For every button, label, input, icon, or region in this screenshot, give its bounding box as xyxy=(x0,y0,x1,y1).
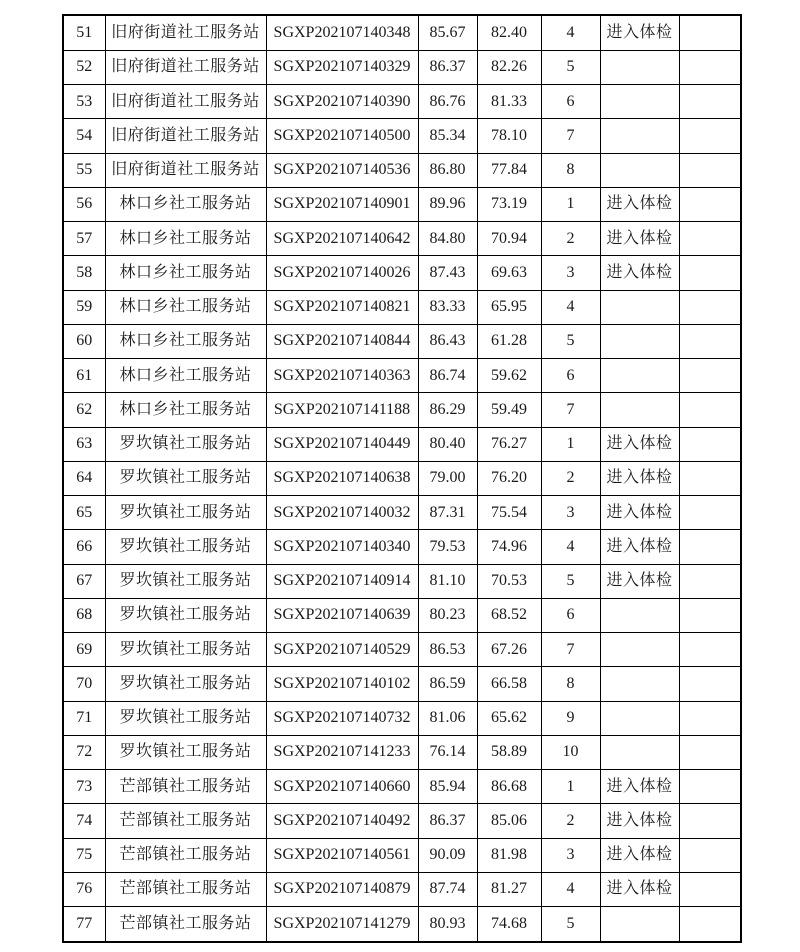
row-number-cell: 57 xyxy=(63,222,105,256)
table-row xyxy=(63,85,741,119)
row-number-cell: 73 xyxy=(63,770,105,804)
rank-cell: 9 xyxy=(541,701,600,735)
score-2-cell: 81.27 xyxy=(477,872,541,906)
score-2-cell: 65.95 xyxy=(477,290,541,324)
score-2-cell: 82.26 xyxy=(477,50,541,84)
table-row xyxy=(63,701,741,735)
result-status-cell: 进入体检 xyxy=(600,530,679,564)
row-number-cell: 66 xyxy=(63,530,105,564)
result-status-cell xyxy=(600,393,679,427)
remark-cell xyxy=(679,633,741,667)
remark-cell xyxy=(679,187,741,221)
result-status-cell xyxy=(600,50,679,84)
result-status-cell xyxy=(600,153,679,187)
result-status-cell: 进入体检 xyxy=(600,256,679,290)
score-1-cell: 86.76 xyxy=(418,85,477,119)
score-1-cell: 85.94 xyxy=(418,770,477,804)
remark-cell xyxy=(679,564,741,598)
remark-cell xyxy=(679,256,741,290)
row-number-cell: 74 xyxy=(63,804,105,838)
station-name-cell: 罗坎镇社工服务站 xyxy=(105,667,266,701)
rank-cell: 2 xyxy=(541,222,600,256)
station-name-cell: 罗坎镇社工服务站 xyxy=(105,701,266,735)
remark-cell xyxy=(679,770,741,804)
score-1-cell: 81.10 xyxy=(418,564,477,598)
remark-cell xyxy=(679,461,741,495)
row-number-cell: 52 xyxy=(63,50,105,84)
table-row xyxy=(63,872,741,906)
remark-cell xyxy=(679,324,741,358)
candidate-code-cell: SGXP202107141188 xyxy=(266,393,418,427)
score-1-cell: 89.96 xyxy=(418,187,477,221)
table-row xyxy=(63,290,741,324)
candidate-code-cell: SGXP202107140348 xyxy=(266,15,418,50)
station-name-cell: 芒部镇社工服务站 xyxy=(105,907,266,942)
score-1-cell: 86.37 xyxy=(418,50,477,84)
score-1-cell: 86.53 xyxy=(418,633,477,667)
row-number-cell: 63 xyxy=(63,427,105,461)
remark-cell xyxy=(679,598,741,632)
score-1-cell: 79.00 xyxy=(418,461,477,495)
remark-cell xyxy=(679,872,741,906)
candidate-code-cell: SGXP202107140500 xyxy=(266,119,418,153)
score-2-cell: 67.26 xyxy=(477,633,541,667)
station-name-cell: 芒部镇社工服务站 xyxy=(105,770,266,804)
row-number-cell: 51 xyxy=(63,15,105,50)
score-2-cell: 82.40 xyxy=(477,15,541,50)
rank-cell: 7 xyxy=(541,119,600,153)
rank-cell: 3 xyxy=(541,496,600,530)
station-name-cell: 林口乡社工服务站 xyxy=(105,393,266,427)
result-status-cell: 进入体检 xyxy=(600,804,679,838)
rank-cell: 5 xyxy=(541,324,600,358)
row-number-cell: 61 xyxy=(63,359,105,393)
score-1-cell: 86.59 xyxy=(418,667,477,701)
score-2-cell: 61.28 xyxy=(477,324,541,358)
station-name-cell: 林口乡社工服务站 xyxy=(105,359,266,393)
candidate-code-cell: SGXP202107140639 xyxy=(266,598,418,632)
table-row xyxy=(63,359,741,393)
candidate-code-cell: SGXP202107140660 xyxy=(266,770,418,804)
result-status-cell: 进入体检 xyxy=(600,564,679,598)
candidate-code-cell: SGXP202107140329 xyxy=(266,50,418,84)
score-2-cell: 76.27 xyxy=(477,427,541,461)
table-row xyxy=(63,461,741,495)
candidate-code-cell: SGXP202107140561 xyxy=(266,838,418,872)
rank-cell: 1 xyxy=(541,187,600,221)
table-row xyxy=(63,496,741,530)
result-status-cell xyxy=(600,907,679,942)
rank-cell: 7 xyxy=(541,393,600,427)
rank-cell: 6 xyxy=(541,598,600,632)
result-status-cell xyxy=(600,598,679,632)
station-name-cell: 罗坎镇社工服务站 xyxy=(105,461,266,495)
rank-cell: 1 xyxy=(541,427,600,461)
remark-cell xyxy=(679,838,741,872)
rank-cell: 8 xyxy=(541,153,600,187)
station-name-cell: 罗坎镇社工服务站 xyxy=(105,496,266,530)
score-1-cell: 85.34 xyxy=(418,119,477,153)
station-name-cell: 芒部镇社工服务站 xyxy=(105,804,266,838)
candidate-code-cell: SGXP202107140642 xyxy=(266,222,418,256)
station-name-cell: 林口乡社工服务站 xyxy=(105,256,266,290)
remark-cell xyxy=(679,804,741,838)
score-2-cell: 70.94 xyxy=(477,222,541,256)
candidate-code-cell: SGXP202107140102 xyxy=(266,667,418,701)
candidate-code-cell: SGXP202107140536 xyxy=(266,153,418,187)
result-status-cell: 进入体检 xyxy=(600,770,679,804)
row-number-cell: 67 xyxy=(63,564,105,598)
remark-cell xyxy=(679,85,741,119)
table-row xyxy=(63,50,741,84)
table-row xyxy=(63,222,741,256)
score-2-cell: 66.58 xyxy=(477,667,541,701)
table-row xyxy=(63,907,741,942)
score-1-cell: 86.74 xyxy=(418,359,477,393)
rank-cell: 5 xyxy=(541,50,600,84)
station-name-cell: 罗坎镇社工服务站 xyxy=(105,530,266,564)
result-status-cell xyxy=(600,667,679,701)
rank-cell: 3 xyxy=(541,838,600,872)
score-1-cell: 85.67 xyxy=(418,15,477,50)
score-1-cell: 86.80 xyxy=(418,153,477,187)
score-2-cell: 81.33 xyxy=(477,85,541,119)
score-2-cell: 85.06 xyxy=(477,804,541,838)
station-name-cell: 旧府街道社工服务站 xyxy=(105,15,266,50)
table-row xyxy=(63,735,741,769)
row-number-cell: 53 xyxy=(63,85,105,119)
result-status-cell: 进入体检 xyxy=(600,838,679,872)
candidate-code-cell: SGXP202107140340 xyxy=(266,530,418,564)
row-number-cell: 56 xyxy=(63,187,105,221)
table-row xyxy=(63,15,741,50)
candidate-code-cell: SGXP202107140390 xyxy=(266,85,418,119)
score-1-cell: 83.33 xyxy=(418,290,477,324)
remark-cell xyxy=(679,359,741,393)
row-number-cell: 58 xyxy=(63,256,105,290)
score-1-cell: 84.80 xyxy=(418,222,477,256)
result-status-cell: 进入体检 xyxy=(600,222,679,256)
row-number-cell: 62 xyxy=(63,393,105,427)
table-row xyxy=(63,598,741,632)
rank-cell: 4 xyxy=(541,15,600,50)
remark-cell xyxy=(679,393,741,427)
result-status-cell: 进入体检 xyxy=(600,427,679,461)
rank-cell: 2 xyxy=(541,461,600,495)
score-2-cell: 68.52 xyxy=(477,598,541,632)
rank-cell: 6 xyxy=(541,359,600,393)
score-1-cell: 81.06 xyxy=(418,701,477,735)
remark-cell xyxy=(679,153,741,187)
station-name-cell: 林口乡社工服务站 xyxy=(105,324,266,358)
rank-cell: 5 xyxy=(541,564,600,598)
row-number-cell: 75 xyxy=(63,838,105,872)
remark-cell xyxy=(679,290,741,324)
result-status-cell xyxy=(600,290,679,324)
score-1-cell: 80.40 xyxy=(418,427,477,461)
results-table-body xyxy=(63,15,741,942)
candidate-code-cell: SGXP202107140032 xyxy=(266,496,418,530)
candidate-code-cell: SGXP202107140879 xyxy=(266,872,418,906)
station-name-cell: 罗坎镇社工服务站 xyxy=(105,427,266,461)
station-name-cell: 旧府街道社工服务站 xyxy=(105,85,266,119)
station-name-cell: 罗坎镇社工服务站 xyxy=(105,598,266,632)
row-number-cell: 72 xyxy=(63,735,105,769)
candidate-code-cell: SGXP202107140492 xyxy=(266,804,418,838)
score-2-cell: 74.96 xyxy=(477,530,541,564)
score-2-cell: 76.20 xyxy=(477,461,541,495)
row-number-cell: 68 xyxy=(63,598,105,632)
row-number-cell: 71 xyxy=(63,701,105,735)
result-status-cell: 进入体检 xyxy=(600,461,679,495)
candidate-code-cell: SGXP202107140026 xyxy=(266,256,418,290)
score-1-cell: 86.43 xyxy=(418,324,477,358)
remark-cell xyxy=(679,119,741,153)
table-row xyxy=(63,564,741,598)
result-status-cell: 进入体检 xyxy=(600,496,679,530)
result-status-cell: 进入体检 xyxy=(600,187,679,221)
table-row xyxy=(63,187,741,221)
rank-cell: 4 xyxy=(541,530,600,564)
result-status-cell xyxy=(600,85,679,119)
score-2-cell: 86.68 xyxy=(477,770,541,804)
candidate-code-cell: SGXP202107140732 xyxy=(266,701,418,735)
table-row xyxy=(63,427,741,461)
table-row xyxy=(63,770,741,804)
result-status-cell xyxy=(600,701,679,735)
score-2-cell: 78.10 xyxy=(477,119,541,153)
table-row xyxy=(63,256,741,290)
rank-cell: 3 xyxy=(541,256,600,290)
station-name-cell: 旧府街道社工服务站 xyxy=(105,153,266,187)
row-number-cell: 55 xyxy=(63,153,105,187)
candidate-code-cell: SGXP202107140821 xyxy=(266,290,418,324)
rank-cell: 4 xyxy=(541,290,600,324)
remark-cell xyxy=(679,15,741,50)
rank-cell: 5 xyxy=(541,907,600,942)
table-row xyxy=(63,324,741,358)
score-2-cell: 70.53 xyxy=(477,564,541,598)
candidate-code-cell: SGXP202107141279 xyxy=(266,907,418,942)
score-2-cell: 81.98 xyxy=(477,838,541,872)
table-row xyxy=(63,633,741,667)
row-number-cell: 69 xyxy=(63,633,105,667)
score-1-cell: 87.74 xyxy=(418,872,477,906)
station-name-cell: 旧府街道社工服务站 xyxy=(105,119,266,153)
results-table xyxy=(62,14,742,943)
candidate-code-cell: SGXP202107141233 xyxy=(266,735,418,769)
result-status-cell xyxy=(600,324,679,358)
score-1-cell: 87.43 xyxy=(418,256,477,290)
remark-cell xyxy=(679,427,741,461)
station-name-cell: 罗坎镇社工服务站 xyxy=(105,633,266,667)
remark-cell xyxy=(679,667,741,701)
score-1-cell: 76.14 xyxy=(418,735,477,769)
rank-cell: 8 xyxy=(541,667,600,701)
score-1-cell: 87.31 xyxy=(418,496,477,530)
row-number-cell: 70 xyxy=(63,667,105,701)
result-status-cell xyxy=(600,735,679,769)
row-number-cell: 54 xyxy=(63,119,105,153)
score-1-cell: 80.93 xyxy=(418,907,477,942)
table-row xyxy=(63,530,741,564)
candidate-code-cell: SGXP202107140363 xyxy=(266,359,418,393)
score-2-cell: 65.62 xyxy=(477,701,541,735)
remark-cell xyxy=(679,907,741,942)
score-2-cell: 74.68 xyxy=(477,907,541,942)
result-status-cell: 进入体检 xyxy=(600,872,679,906)
rank-cell: 2 xyxy=(541,804,600,838)
result-status-cell xyxy=(600,633,679,667)
result-status-cell xyxy=(600,359,679,393)
row-number-cell: 76 xyxy=(63,872,105,906)
table-row xyxy=(63,119,741,153)
rank-cell: 4 xyxy=(541,872,600,906)
station-name-cell: 林口乡社工服务站 xyxy=(105,290,266,324)
score-2-cell: 73.19 xyxy=(477,187,541,221)
station-name-cell: 罗坎镇社工服务站 xyxy=(105,564,266,598)
remark-cell xyxy=(679,530,741,564)
remark-cell xyxy=(679,50,741,84)
table-row xyxy=(63,153,741,187)
score-2-cell: 75.54 xyxy=(477,496,541,530)
candidate-code-cell: SGXP202107140901 xyxy=(266,187,418,221)
rank-cell: 1 xyxy=(541,770,600,804)
station-name-cell: 罗坎镇社工服务站 xyxy=(105,735,266,769)
candidate-code-cell: SGXP202107140844 xyxy=(266,324,418,358)
result-status-cell xyxy=(600,119,679,153)
remark-cell xyxy=(679,222,741,256)
score-2-cell: 58.89 xyxy=(477,735,541,769)
row-number-cell: 64 xyxy=(63,461,105,495)
score-1-cell: 80.23 xyxy=(418,598,477,632)
remark-cell xyxy=(679,496,741,530)
rank-cell: 7 xyxy=(541,633,600,667)
score-1-cell: 90.09 xyxy=(418,838,477,872)
row-number-cell: 59 xyxy=(63,290,105,324)
candidate-code-cell: SGXP202107140449 xyxy=(266,427,418,461)
station-name-cell: 芒部镇社工服务站 xyxy=(105,838,266,872)
row-number-cell: 65 xyxy=(63,496,105,530)
row-number-cell: 60 xyxy=(63,324,105,358)
candidate-code-cell: SGXP202107140529 xyxy=(266,633,418,667)
score-2-cell: 59.49 xyxy=(477,393,541,427)
station-name-cell: 旧府街道社工服务站 xyxy=(105,50,266,84)
score-1-cell: 86.37 xyxy=(418,804,477,838)
table-row xyxy=(63,804,741,838)
rank-cell: 6 xyxy=(541,85,600,119)
result-status-cell: 进入体检 xyxy=(600,15,679,50)
remark-cell xyxy=(679,701,741,735)
row-number-cell: 77 xyxy=(63,907,105,942)
table-row xyxy=(63,838,741,872)
score-2-cell: 69.63 xyxy=(477,256,541,290)
score-1-cell: 86.29 xyxy=(418,393,477,427)
table-row xyxy=(63,393,741,427)
score-1-cell: 79.53 xyxy=(418,530,477,564)
score-2-cell: 77.84 xyxy=(477,153,541,187)
candidate-code-cell: SGXP202107140638 xyxy=(266,461,418,495)
table-row xyxy=(63,667,741,701)
station-name-cell: 林口乡社工服务站 xyxy=(105,222,266,256)
score-2-cell: 59.62 xyxy=(477,359,541,393)
remark-cell xyxy=(679,735,741,769)
station-name-cell: 芒部镇社工服务站 xyxy=(105,872,266,906)
station-name-cell: 林口乡社工服务站 xyxy=(105,187,266,221)
candidate-code-cell: SGXP202107140914 xyxy=(266,564,418,598)
rank-cell: 10 xyxy=(541,735,600,769)
